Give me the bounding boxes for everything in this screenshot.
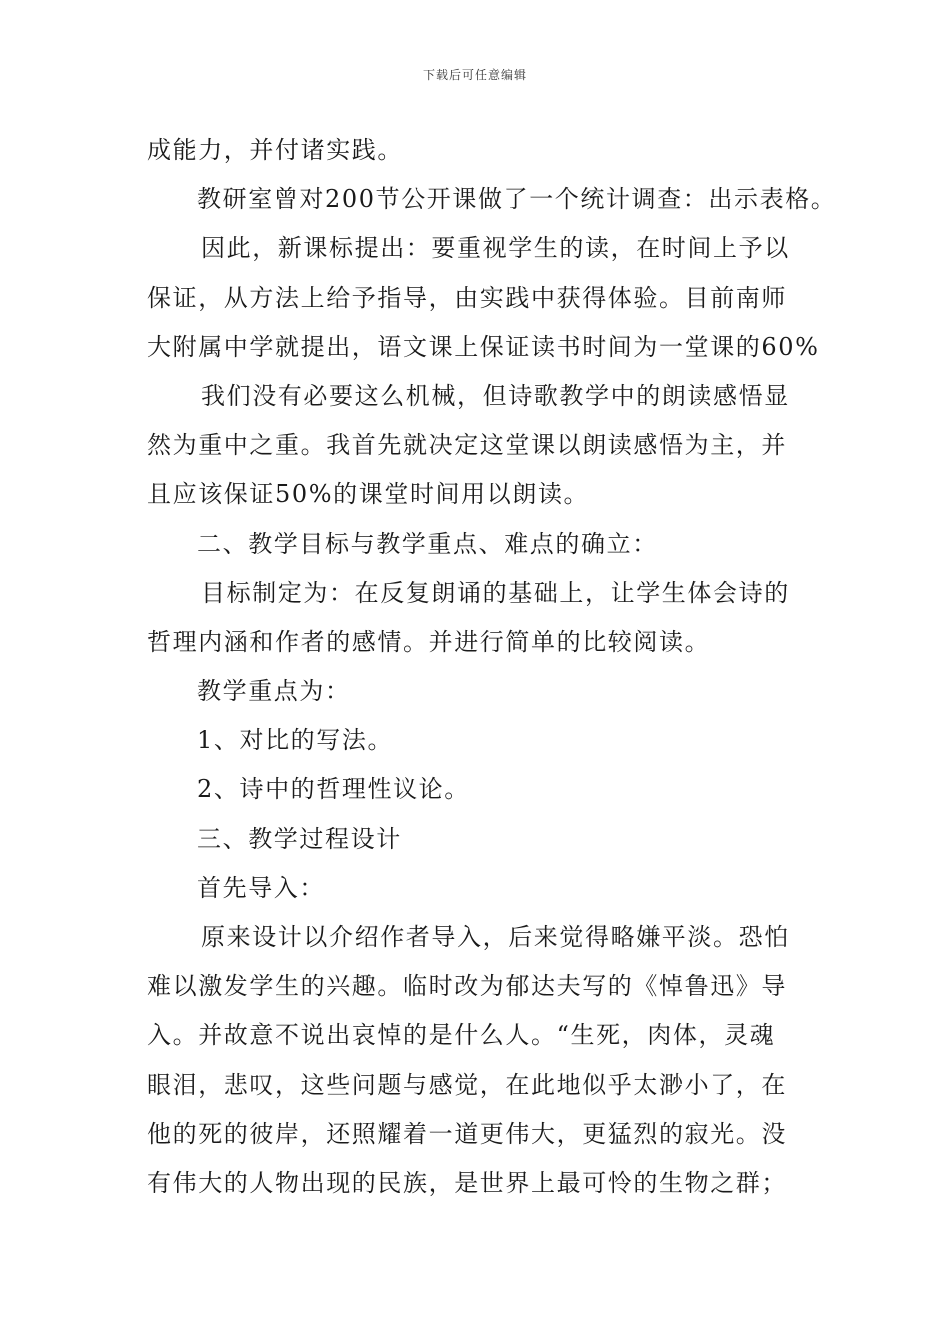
paragraph-line: 然为重中之重。我首先就决定这堂课以朗读感悟为主，并 [147, 431, 787, 460]
section-heading: 二、教学目标与教学重点、难点的确立： [197, 529, 658, 558]
paragraph-line: 哲理内涵和作者的感情。并进行简单的比较阅读。 [147, 627, 711, 656]
paragraph-line: 首先导入： [197, 873, 325, 902]
paragraph-line: 难以激发学生的兴趣。临时改为郁达夫写的《悼鲁迅》导 [147, 972, 787, 1001]
paragraph-line: 我们没有必要这么机械，但诗歌教学中的朗读感悟显 [201, 381, 790, 410]
paragraph-line: 原来设计以介绍作者导入，后来觉得略嫌平淡。恐怕 [201, 923, 790, 951]
document-body [147, 126, 837, 1208]
paragraph-line: 保证，从方法上给予指导，由实践中获得体验。目前南师 [147, 283, 787, 312]
paragraph-line: 且应该保证50%的课堂时间用以朗读。 [147, 480, 590, 509]
paragraph-line: 有伟大的人物出现的民族，是世界上最可怜的生物之群； [147, 1168, 787, 1197]
paragraph-line: 他的死的彼岸，还照耀着一道更伟大，更猛烈的寂光。没 [147, 1119, 787, 1148]
paragraph-line: 入。并故意不说出哀悼的是什么人。“生死，肉体，灵魂 [147, 1021, 776, 1050]
paragraph-line: 眼泪，悲叹，这些问题与感觉，在此地似乎太渺小了，在 [147, 1070, 787, 1099]
section-heading: 三、教学过程设计 [197, 824, 402, 853]
paragraph-line: 目标制定为：在反复朗诵的基础上，让学生体会诗的 [201, 578, 790, 607]
paragraph-line: 成能力，并付诸实践。 [147, 136, 403, 164]
paragraph-line: 因此，新课标提出：要重视学生的读，在时间上予以 [201, 234, 790, 263]
paragraph-line: 教学重点为： [197, 677, 351, 706]
paragraph-line: 教研室曾对200节公开课做了一个统计调查：出示表格。 [197, 185, 837, 214]
page-header: 下载后可任意编辑 [422, 68, 527, 82]
list-item: 2、诗中的哲理性议论。 [197, 775, 470, 804]
list-item: 1、对比的写法。 [197, 726, 394, 755]
paragraph-line: 大附属中学就提出，语文课上保证读书时间为一堂课的60% [147, 332, 820, 361]
